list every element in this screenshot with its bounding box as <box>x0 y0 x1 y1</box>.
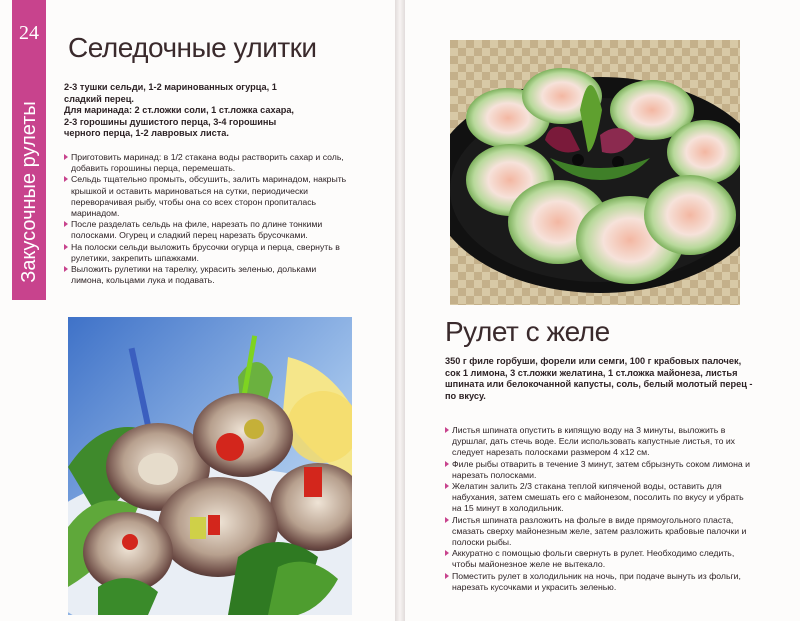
step-item: Приготовить маринад: в 1/2 стакана воды растворить сахар и соль, добавить горошины перца, перемешать. <box>64 152 350 174</box>
ingredients-herring <box>64 82 304 140</box>
ingredients-roll <box>445 356 755 402</box>
step-item: На полоски сельди выложить брусочки огурца и перца, свернуть в рулетики, закрепить шпажками. <box>64 242 350 264</box>
section-title: Закусочные рулеты <box>18 101 40 283</box>
step-item: Аккуратно с помощью фольги свернуть в рулет. Необходимо следить, чтобы майонезное желе не вытекало. <box>445 548 755 570</box>
ingredients-line: 350 г филе горбуши, форели или семги, 100 г крабовых палочек, сок 1 лимона, 3 ст.ложки желатина, 1 ст.ложка майонеза, листья шпината или белокочанной капусты, соль, белый молотый перец - по вкусу. <box>445 356 753 401</box>
page-gutter <box>395 0 405 621</box>
recipe-title-roll: Рулет с желе <box>445 316 610 347</box>
step-item: Поместить рулет в холодильник на ночь, при подаче вынуть из фольги, нарезать кусочками и украсить зеленью. <box>445 571 755 593</box>
herring-rolls-photo <box>68 317 352 615</box>
step-item: Сельдь тщательно промыть, обсушить, залить маринадом, накрыть крышкой и оставить мариноваться на сутки, периодически переворачивая рыбу, чтобы она со всех сторон пропиталась маринадом. <box>64 174 350 219</box>
step-item: Листья шпината разложить на фольге в виде прямоугольного пласта, смазать сверху майонезным желе, затем разложить крабовые палочки и полоски рыбы. <box>445 515 755 549</box>
page-number: 24 <box>19 22 39 44</box>
step-item: Листья шпината опустить в кипящую воду на 3 минуты, выложить в дуршлаг, дать стечь воде. Если использовать капустные листья, то их следует нарезать полосками размером 4 х12 см. <box>445 425 755 459</box>
step-item: Желатин залить 2/3 стакана теплой кипяченой воды, оставить для набухания, затем смешать его с майонезом, посолить по вкусу и убрать на 15 минут в холодильник. <box>445 481 755 515</box>
salmon-roll-photo <box>450 40 740 305</box>
steps-herring <box>64 152 350 286</box>
steps-roll <box>445 425 755 593</box>
marinade-line: Для маринада: 2 ст.ложки соли, 1 ст.ложка сахара, 2-3 горошины душистого перца, 3-4 горошины черного перца, 1-2 лавровых листа. <box>64 105 294 139</box>
recipe-title-herring: Селедочные улитки <box>68 32 317 63</box>
step-item: После разделать сельдь на филе, нарезать по длине тонкими полосками. Огурец и сладкий перец нарезать брусочками. <box>64 219 350 241</box>
step-item: Выложить рулетики на тарелку, украсить зеленью, дольками лимона, кольцами лука и подавать. <box>64 264 350 286</box>
right-page <box>405 0 800 621</box>
section-sidebar <box>12 0 46 300</box>
left-page <box>0 0 395 621</box>
ingredients-line: 2-3 тушки сельди, 1-2 маринованных огурца, 1 сладкий перец. <box>64 82 277 104</box>
step-item: Филе рыбы отварить в течение 3 минут, затем сбрызнуть соком лимона и нарезать полосками. <box>445 459 755 481</box>
